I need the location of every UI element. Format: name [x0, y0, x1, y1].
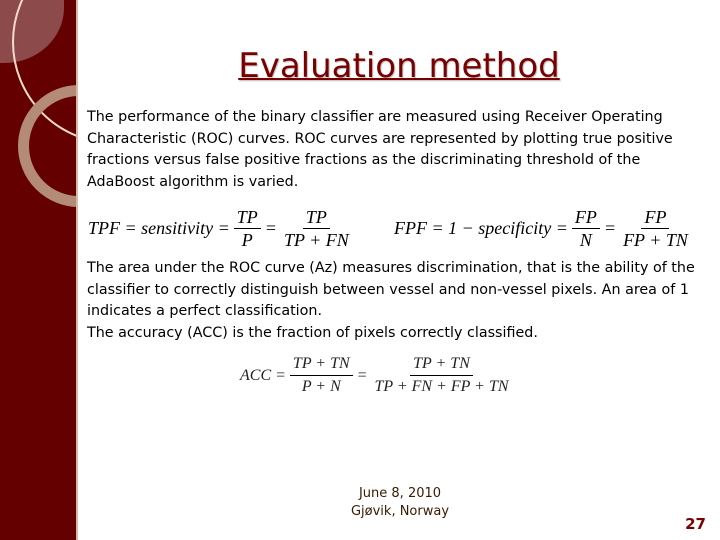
paragraph-az: The area under the ROC curve (Az) measures discrimination, that is the ability of the classifier to correctly distinguish between vessel and non-vessel pixels. An area of 1 indicates a perfect classification. [87, 260, 695, 320]
acc-den1: P + N [301, 378, 341, 395]
tpf-eq: = [264, 218, 277, 238]
fpf-den2: FP + TN [623, 230, 688, 250]
tpf-lhs: TPF = sensitivity = [88, 218, 230, 238]
tpf-den2: TP + FN [283, 230, 349, 250]
fpf-formula [394, 206, 691, 251]
slide-title: Evaluation method [238, 46, 560, 86]
fpf-num1: FP [572, 206, 600, 229]
acc-eq: = [356, 366, 368, 384]
fpf-num2: FP [641, 206, 669, 229]
footer-date: June 8, 2010 [358, 486, 442, 501]
tpf-num2: TP [303, 206, 330, 229]
paragraph-roc: The performance of the binary classifier are measured using Receiver Operating Characteristic (ROC) curves. ROC curves are represented by plotting true positive fractions versus false positive fractions as the discriminating threshold of the AdaBoost algorithm is varied. [87, 109, 673, 191]
footer [330, 485, 470, 521]
acc-num2: TP + TN [410, 353, 473, 376]
acc-num1: TP + TN [290, 353, 353, 376]
tpf-den1: P [241, 230, 253, 250]
fpf-den1: N [579, 230, 592, 250]
fpf-eq: = [603, 218, 617, 238]
page-number: 27 [685, 515, 706, 533]
acc-den2: TP + FN + FP + TN [374, 378, 509, 395]
acc-lhs: ACC = [240, 366, 286, 384]
acc-formula [240, 353, 512, 398]
tpf-num1: TP [234, 206, 261, 229]
fpf-lhs: FPF = 1 − specificity = [394, 218, 568, 238]
tpf-formula [88, 206, 352, 251]
footer-place: Gjøvik, Norway [350, 504, 450, 519]
paragraph-acc: The accuracy (ACC) is the fraction of pixels correctly classified. [87, 325, 538, 341]
